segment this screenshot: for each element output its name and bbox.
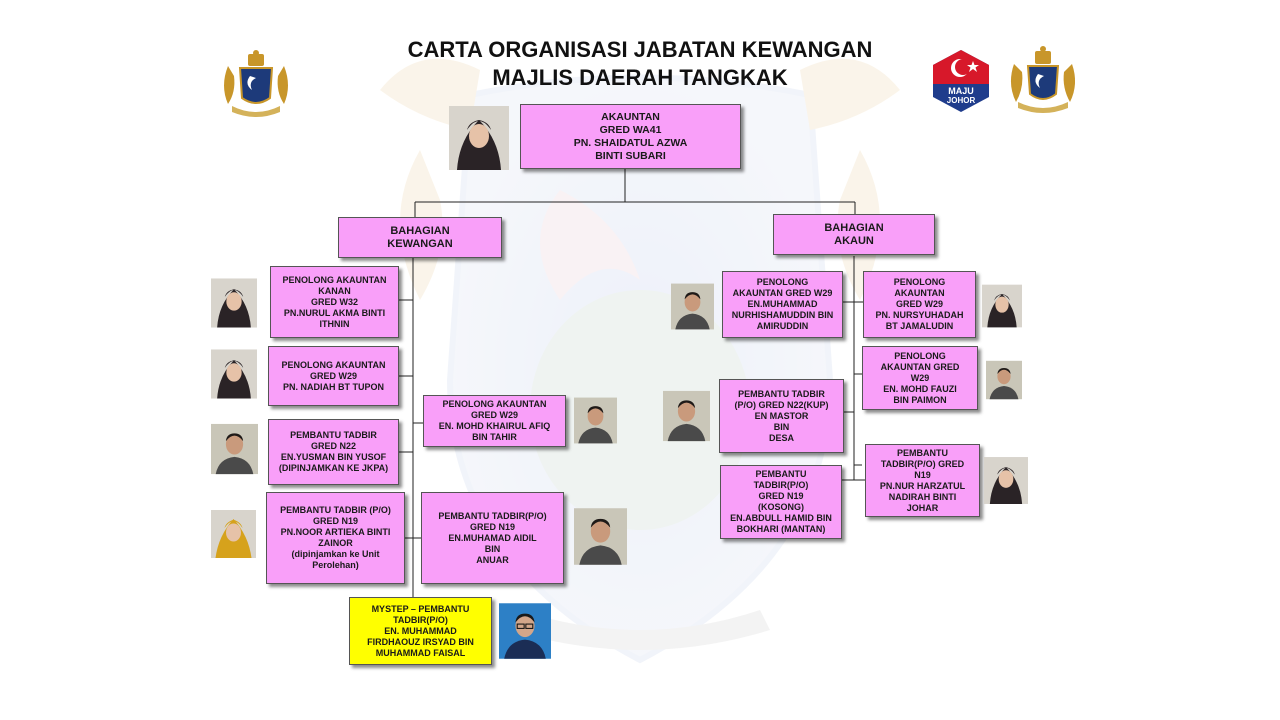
staff-line: TADBIR(P/O) bbox=[393, 614, 448, 625]
section-line: KEWANGAN bbox=[387, 237, 453, 250]
section-line: BAHAGIAN bbox=[824, 221, 884, 234]
staff-line: ZAINOR bbox=[318, 538, 353, 548]
staff-line: BIN TAHIR bbox=[472, 432, 517, 442]
staff-line: TADBIR(P/O) bbox=[753, 480, 809, 490]
staff-line: DESA bbox=[768, 432, 794, 443]
staff-line: ANUAR bbox=[476, 554, 509, 565]
staff-box-harzatul bbox=[865, 444, 980, 517]
staff-line: PENOLONG AKAUNTAN bbox=[442, 399, 547, 409]
avatar-mastor bbox=[663, 384, 710, 448]
staff-line: AKAUNTAN bbox=[894, 288, 945, 298]
staff-line: EN.ABDULL HAMID BIN bbox=[730, 513, 832, 523]
staff-line: N19 bbox=[914, 469, 931, 480]
staff-box-nurhisham bbox=[722, 271, 843, 338]
avatar-yusman bbox=[211, 419, 258, 479]
staff-line: GRED W29 bbox=[470, 410, 518, 420]
staff-line: PEMBANTU TADBIR bbox=[738, 388, 825, 399]
staff-line: (KOSONG) bbox=[758, 502, 804, 512]
staff-line: PEMBANTU bbox=[755, 469, 807, 479]
avatar-fauzi bbox=[986, 354, 1022, 406]
avatar-nurul bbox=[211, 272, 257, 334]
avatar-harzatul bbox=[984, 446, 1028, 515]
staff-line: NADIRAH BINTI bbox=[888, 491, 957, 502]
staff-line: TADBIR(P/O) GRED bbox=[880, 458, 965, 469]
staff-line: EN.YUSMAN BIN YUSOF bbox=[280, 452, 387, 462]
head-line: GRED WA41 bbox=[599, 123, 662, 136]
staff-line: PENOLONG bbox=[893, 277, 946, 287]
staff-line: MYSTEP – PEMBANTU bbox=[371, 603, 470, 614]
avatar-noor bbox=[211, 503, 256, 565]
staff-line: EN. MOHD FAUZI bbox=[883, 383, 957, 394]
staff-line: EN. MUHAMMAD bbox=[384, 625, 457, 636]
staff-line: BIN bbox=[484, 543, 501, 554]
chart-title-line1: CARTA ORGANISASI JABATAN KEWANGAN bbox=[407, 37, 873, 62]
staff-box-khairul bbox=[423, 395, 566, 447]
staff-line: PN.NOOR ARTIEKA BINTI bbox=[280, 527, 391, 537]
staff-line: EN MASTOR bbox=[754, 410, 809, 421]
avatar-khairul bbox=[574, 393, 617, 448]
staff-box-abdull-hamid bbox=[720, 465, 842, 539]
staff-line: GRED W29 bbox=[309, 370, 357, 381]
staff-line: PENOLONG AKAUNTAN bbox=[281, 359, 386, 370]
staff-line: NURHISHAMUDDIN BIN bbox=[731, 310, 834, 320]
staff-line: BT JAMALUDIN bbox=[885, 321, 954, 331]
staff-line: PEMBANTU TADBIR (P/O) bbox=[280, 505, 391, 515]
staff-line: PEMBANTU TADBIR(P/O) bbox=[438, 510, 547, 521]
staff-line: GRED W32 bbox=[310, 296, 358, 307]
avatar-aidil bbox=[574, 501, 627, 572]
svg-text:JOHOR: JOHOR bbox=[946, 96, 976, 105]
avatar-nadiah bbox=[211, 343, 257, 405]
staff-line: PENOLONG bbox=[894, 350, 946, 361]
staff-line: AMIRUDDIN bbox=[756, 321, 809, 331]
head-line: PN. SHAIDATUL AZWA bbox=[573, 136, 688, 149]
head-box bbox=[520, 104, 741, 169]
avatar-nursyuhadah bbox=[982, 280, 1022, 332]
staff-box-nadiah bbox=[268, 346, 399, 406]
staff-line: GRED N22 bbox=[310, 441, 356, 451]
head-line: AKAUNTAN bbox=[601, 110, 660, 123]
avatar-firdhaouz bbox=[499, 599, 551, 663]
staff-line: BIN bbox=[773, 421, 790, 432]
head-line: BINTI SUBARI bbox=[595, 149, 666, 162]
staff-line: BOKHARI (MANTAN) bbox=[736, 524, 826, 534]
svg-text:MAJU: MAJU bbox=[948, 86, 974, 96]
staff-line: EN.MUHAMAD AIDIL bbox=[448, 532, 537, 543]
staff-line: ITHNIN bbox=[319, 318, 350, 329]
staff-box-mastor bbox=[719, 379, 844, 453]
staff-box-nurul bbox=[270, 266, 399, 338]
staff-box-aidil bbox=[421, 492, 564, 584]
staff-line: GRED N19 bbox=[312, 516, 358, 526]
avatar-nurhisham bbox=[671, 275, 714, 338]
chart-title-line2: MAJLIS DAERAH TANGKAK bbox=[492, 65, 788, 90]
staff-box-fauzi bbox=[862, 346, 978, 410]
section-line: BAHAGIAN bbox=[390, 224, 450, 237]
section-kewangan bbox=[338, 217, 502, 258]
staff-box-nursyuhadah bbox=[863, 271, 976, 338]
staff-line: EN.MUHAMMAD bbox=[747, 299, 818, 309]
staff-line: PN. NURSYUHADAH bbox=[875, 310, 964, 320]
staff-line: W29 bbox=[910, 372, 930, 383]
staff-note: (dipinjamkan ke Unit bbox=[291, 549, 380, 559]
staff-line: PN.NUR HARZATUL bbox=[879, 480, 966, 491]
staff-line: GRED N19 bbox=[469, 521, 515, 532]
staff-line: PN.NURUL AKMA BINTI bbox=[283, 307, 386, 318]
staff-box-noor bbox=[266, 492, 405, 584]
staff-line: AKAUNTAN GRED bbox=[880, 361, 960, 372]
staff-line: (P/O) GRED N22(KUP) bbox=[734, 399, 829, 410]
staff-line: EN. MOHD KHAIRUL AFIQ bbox=[438, 421, 551, 431]
staff-line: BIN PAIMON bbox=[893, 394, 947, 405]
section-akaun bbox=[773, 214, 935, 255]
avatar-head bbox=[446, 106, 512, 170]
staff-line: PN. NADIAH BT TUPON bbox=[283, 381, 384, 392]
staff-line: AKAUNTAN GRED W29 bbox=[732, 288, 833, 298]
staff-line: GRED N19 bbox=[758, 491, 804, 501]
staff-line: FIRDHAOUZ IRSYAD BIN bbox=[367, 636, 474, 647]
staff-line: MUHAMMAD FAISAL bbox=[375, 647, 466, 658]
staff-line: KANAN bbox=[318, 285, 351, 296]
staff-line: (DIPINJAMKAN KE JKPA) bbox=[278, 463, 389, 473]
staff-line: PENOLONG bbox=[756, 277, 809, 287]
staff-box-firdhaouz bbox=[349, 597, 492, 665]
staff-line: PEMBANTU bbox=[897, 447, 948, 458]
section-line: AKAUN bbox=[834, 234, 874, 247]
staff-line: PENOLONG AKAUNTAN bbox=[282, 274, 387, 285]
staff-box-yusman bbox=[268, 419, 399, 485]
staff-line: GRED W29 bbox=[895, 299, 943, 309]
staff-note: Perolehan) bbox=[312, 560, 359, 570]
staff-line: JOHAR bbox=[906, 502, 939, 513]
staff-line: PEMBANTU TADBIR bbox=[290, 430, 377, 440]
